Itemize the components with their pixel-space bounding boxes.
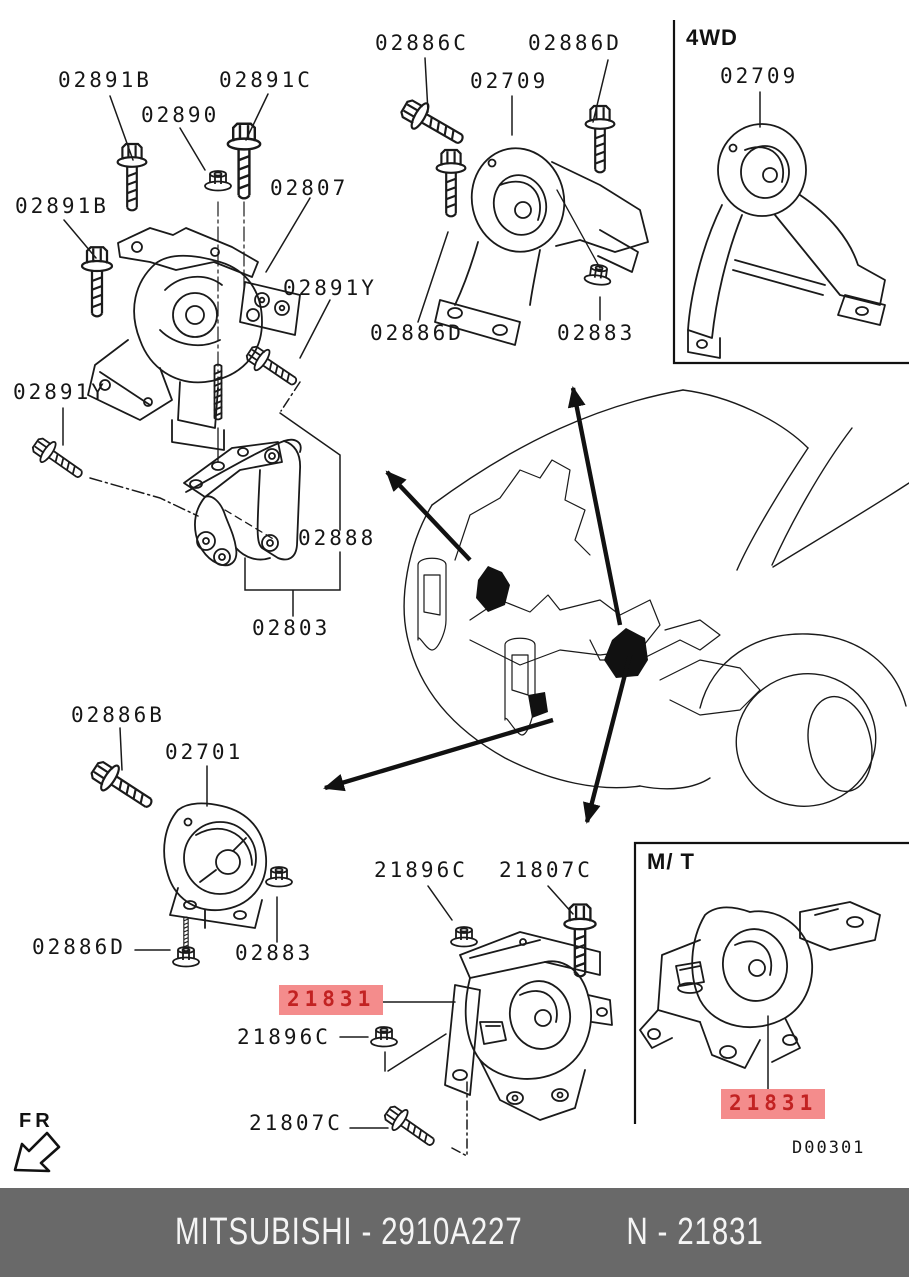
mount-02709-4wd bbox=[688, 124, 885, 358]
nut-icon bbox=[205, 171, 231, 191]
part-label-21807c-top: 21807C bbox=[499, 858, 593, 882]
inset-caption-4wd: 4WD bbox=[686, 25, 738, 50]
location-arrows bbox=[325, 388, 630, 822]
nut-icon bbox=[371, 1027, 397, 1047]
part-label-21896c-top: 21896C bbox=[374, 858, 468, 882]
car-illustration bbox=[404, 390, 909, 822]
bolt-icon bbox=[118, 144, 147, 210]
part-label-21896c-bot: 21896C bbox=[237, 1025, 331, 1049]
bolt-icon bbox=[243, 342, 302, 393]
bolt-icon bbox=[437, 150, 466, 216]
bolt-icon bbox=[87, 756, 158, 816]
mount-21831-mt bbox=[640, 902, 880, 1068]
footer-banner bbox=[0, 1188, 909, 1277]
part-label-02891y-left: 02891Y bbox=[13, 380, 107, 404]
inset-caption-mt: M/ T bbox=[647, 849, 695, 874]
part-label-02888: 02888 bbox=[298, 526, 377, 550]
part-label-21807c-bot: 21807C bbox=[249, 1111, 343, 1135]
part-label-02890: 02890 bbox=[141, 103, 220, 127]
part-label-02886d-mid: 02886D bbox=[370, 321, 464, 345]
banner-ref-number: N - 21831 bbox=[626, 1211, 764, 1253]
nut-icon bbox=[266, 867, 292, 887]
part-label-02891c: 02891C bbox=[219, 68, 313, 92]
part-label-02886d-top: 02886D bbox=[528, 31, 622, 55]
part-label-02709: 02709 bbox=[470, 69, 549, 93]
bolt-icon bbox=[381, 1102, 440, 1153]
bracket-cluster-02803 bbox=[184, 428, 301, 565]
diagram-code: D00301 bbox=[792, 1138, 866, 1158]
part-label-02807: 02807 bbox=[270, 176, 349, 200]
mount-21831-fwd bbox=[445, 932, 612, 1120]
part-label-02886b: 02886B bbox=[71, 703, 165, 727]
part-label-02891b-left: 02891B bbox=[15, 194, 109, 218]
part-label-02886c: 02886C bbox=[375, 31, 469, 55]
part-label-02883-top: 02883 bbox=[557, 321, 636, 345]
bolt-icon bbox=[82, 247, 112, 316]
bolt-icon bbox=[228, 124, 260, 199]
bolt-icon bbox=[29, 434, 88, 485]
fr-direction-label: FR bbox=[19, 1110, 54, 1132]
part-label-02886d-bot: 02886D bbox=[32, 935, 126, 959]
mount-02709 bbox=[435, 140, 648, 345]
part-label-02709-4wd: 02709 bbox=[720, 64, 799, 88]
bolt-icon bbox=[397, 95, 469, 153]
part-label-02701: 02701 bbox=[165, 740, 244, 764]
inset-borders bbox=[635, 20, 909, 1124]
fr-direction-arrow bbox=[15, 1133, 59, 1171]
nut-icon bbox=[451, 927, 477, 947]
mount-assembly-top-left bbox=[88, 202, 300, 450]
stud-icon bbox=[184, 917, 188, 951]
nut-icon bbox=[584, 263, 612, 286]
part-label-02883-bot: 02883 bbox=[235, 941, 314, 965]
part-label-21831-highlight-fwd: 21831 bbox=[279, 985, 383, 1015]
part-label-02891y-right: 02891Y bbox=[283, 276, 377, 300]
banner-brand-part: MITSUBISHI - 2910A227 bbox=[174, 1211, 523, 1253]
bolt-icon bbox=[586, 106, 615, 172]
leader-lines bbox=[63, 58, 768, 1156]
nut-icon bbox=[173, 947, 199, 967]
mount-02701 bbox=[164, 803, 266, 928]
part-label-02891b-top: 02891B bbox=[58, 68, 152, 92]
part-label-21831-highlight-mt: 21831 bbox=[721, 1089, 825, 1119]
part-label-02803: 02803 bbox=[252, 616, 331, 640]
